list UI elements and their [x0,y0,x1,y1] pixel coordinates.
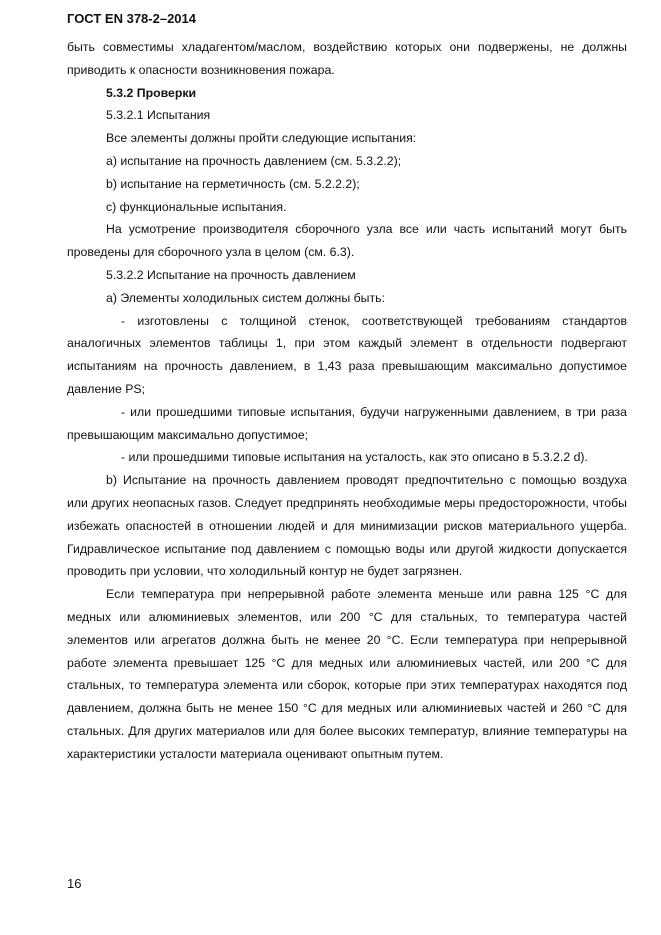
paragraph-continuation: быть совместимы хладагентом/маслом, воздействию которых они подвержены, не должны приводить к опасности возникновения пожара. [67,40,627,77]
document-body [67,36,627,766]
document-header: ГОСТ EN 378-2–2014 [67,11,196,26]
bullet-fatigue-tested: - или прошедшими типовые испытания на усталость, как это описано в 5.3.2.2 d). [121,450,588,465]
paragraph-temperature-requirements: Если температура при непрерывной работе элемента меньше или равна 125 °С для медных или алюминиевых элементов, или 200 °С для стальных, то температура частей элементов или агрегатов должна быть не менее 20 °С. Если температура при непрерывной работе элемента превышает 125 °С для медных или алюминиевых частей, или 200 °С для стальных, то температура элемента или сборок, которые при этих температурах находятся под давлением, должна быть не менее 150 °С для медных или алюминиевых частей и 260 °С для стальных. Для других материалов или для более высоких температур, влияние температуры на характеристики усталости материала оценивают опытным путем. [67,587,627,761]
paragraph-elements-must-be: a) Элементы холодильных систем должны быть: [106,290,385,305]
paragraph-manufacturer-discretion: На усмотрение производителя сборочного узла все или часть испытаний могут быть проведены для сборочного узла в целом (см. 6.3). [67,222,627,260]
bullet-type-tested-pressure: - или прошедшими типовые испытания, будучи нагруженными давлением, в три раза превышающим максимально допустимое; [67,404,627,442]
subsection-heading-5-3-2-2: 5.3.2.2 Испытание на прочность давлением [106,267,356,282]
bullet-wall-thickness: - изготовлены с толщиной стенок, соответствующей требованиям стандартов аналогичных элементов таблицы 1, при этом каждый элемент в отдельности подвергают испытаниям на прочность давлением, в 1,43 раза превышающим максимально допустимое давление PS; [67,313,627,396]
paragraph-pressure-test-method: b) Испытание на прочность давлением проводят предпочтительно с помощью воздуха или других неопасных газов. Следует предпринять необходимые меры предосторожности, чтобы избежать опасностей в отношении людей и для минимизации рисков материального ущерба. Гидравлическое испытание под давлением с помощью воды или другой жидкости допускается проводить при условии, что холодильный контур не будет загрязнен. [67,473,627,579]
list-item-a: a) испытание на прочность давлением (см. 5.3.2.2); [106,153,402,168]
section-heading-5-3-2: 5.3.2 Проверки [106,85,197,100]
subsection-heading-5-3-2-1: 5.3.2.1 Испытания [106,108,211,123]
list-item-b: b) испытание на герметичность (см. 5.2.2.2); [106,176,360,191]
page-number: 16 [67,876,82,891]
list-item-c: c) функциональные испытания. [106,199,287,214]
paragraph-tests-intro: Все элементы должны пройти следующие испытания: [106,131,417,146]
